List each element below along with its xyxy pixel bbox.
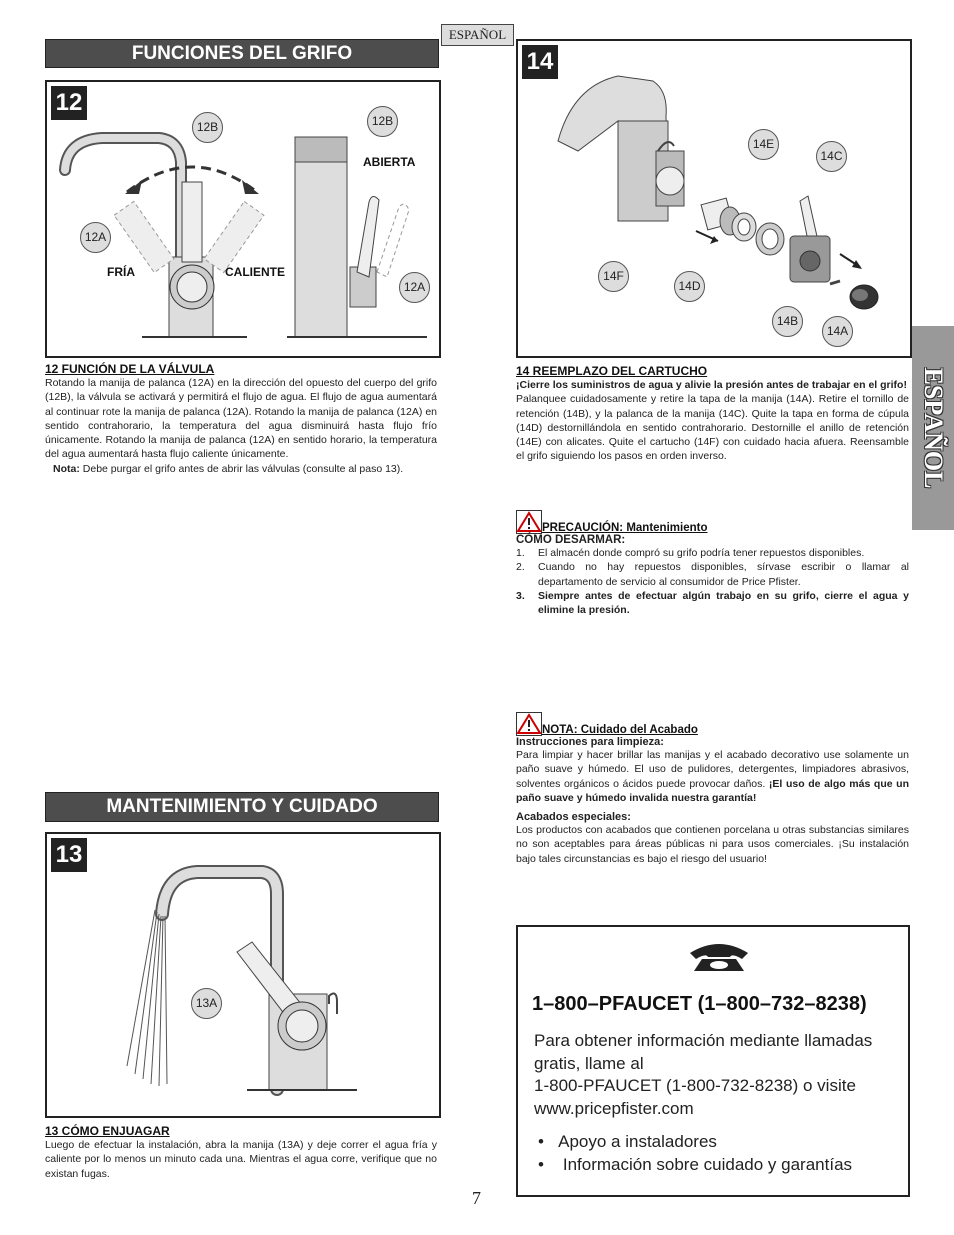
figure-12 (45, 80, 441, 358)
callout-12b: 12B (367, 106, 398, 137)
step-14-title: 14 REEMPLAZO DEL CARTUCHO (516, 364, 708, 378)
note-subtitle-cleaning: Instrucciones para limpieza: (516, 736, 664, 748)
telephone-icon (686, 939, 752, 973)
faucet-flushing-illustration (47, 834, 439, 1116)
step-13-body: Luego de efectuar la instalación, abra la manija (13A) y deje correr el agua fría y caliente por lo menos un minuto cada una. Mientras el agua corre, verifique que no existan fugas. (45, 1139, 437, 1180)
step-13-title: 13 CÓMO ENJUAGAR (45, 1124, 170, 1138)
callout-12a: 12A (399, 272, 430, 303)
callout-14a: 14A (822, 316, 853, 347)
page-number: 7 (472, 1188, 481, 1208)
step-12-title: 12 FUNCIÓN DE LA VÁLVULA (45, 362, 215, 376)
callout-12a: 12A (80, 222, 111, 253)
step-14 (516, 364, 909, 464)
list-item: 3. Siempre antes de efectuar algún trabajo en su grifo, cierre el agua y elimine la presión. (516, 589, 909, 617)
note-title: NOTA: Cuidado del Acabado (542, 724, 698, 736)
figure-number: 12 (51, 86, 87, 120)
language-tab: ESPAÑOL (441, 24, 514, 46)
callout-14b: 14B (772, 306, 803, 337)
callout-14e: 14E (748, 129, 779, 160)
callout-12b: 12B (192, 112, 223, 143)
contact-text: Para obtener información mediante llamadas gratis, llame al 1-800-PFAUCET (1-800-732-8238) o visite www.pricepfister.com (534, 1031, 873, 1118)
callout-14c: 14C (816, 141, 847, 172)
list-item: • Apoyo a instaladores (538, 1132, 717, 1151)
figure-number: 14 (522, 45, 558, 79)
step-14-warning: ¡Cierre los suministros de agua y alivie la presión antes de trabajar en el grifo! (516, 379, 907, 391)
warning-triangle-icon (516, 712, 542, 736)
step-13 (45, 1124, 437, 1181)
note-block (516, 712, 909, 866)
list-item: 2. Cuando no hay repuestos disponibles, sírvase escribir o llamar al departamento de servicio al consumidor de Price Pfister. (516, 561, 909, 588)
side-tab-label: ESPAÑOL (919, 367, 948, 489)
step-12-body: Rotando la manija de palanca (12A) en la dirección del opuesto del cuerpo del grifo (12B), la válvula se activará y permitirá el flujo de agua. El flujo de agua aumentará al continuar rote la manija de palanca (12A). Rotando la manija de palanca (12A) en sentido contrahorario, la temperatura del agua disminuirá hasta flujo frío únicamente. Rotando la manija de palanca (12A) en sentido horario, la temperatura del agua aumentará hasta flujo caliente únicamente. (45, 377, 437, 461)
label-fria: FRÍA (107, 265, 135, 279)
step-12-note (45, 462, 437, 476)
section-title-funciones: FUNCIONES DEL GRIFO (45, 39, 439, 68)
step-12 (45, 362, 437, 476)
list-item: 1. El almacén donde compró su grifo podría tener repuestos disponibles. (516, 547, 865, 559)
figure-13 (45, 832, 441, 1118)
contact-box (516, 925, 910, 1197)
warning-triangle-icon (516, 510, 542, 534)
label-abierta: ABIERTA (363, 155, 416, 169)
cartridge-replacement-illustration (518, 41, 910, 356)
phone-number: 1–800–PFAUCET (1–800–732–8238) (532, 993, 867, 1015)
callout-14d: 14D (674, 271, 705, 302)
caution-title: PRECAUCIÓN: Mantenimiento (542, 522, 708, 534)
note-cleaning-body: Para limpiar y hacer brillar las manijas y el acabado decorativo use solamente un paño suave y húmedo. El uso de pulidores, detergentes, limpiadores abrasivos, solventes orgánicos o ácidos puede provocar daños. ¡El uso de algo más que un paño suave y húmedo invalida nuestra garantía! (516, 749, 910, 804)
note-label: Nota: (53, 462, 80, 475)
step-14-body: Palanquee cuidadosamente y retire la tapa de la manija (14A). Retire el tornillo de retención (14B), y la palanca de la manija (14C). Quite la tapa en forma de cúpula (14D) destornillándola en sentido contrahorario. Destornille el anillo de retención (14E) con alicates. Quite el cartucho (14F) con cuidado hacia afuera. Reensamble el grifo siguiendo los pasos en orden inverso. (516, 393, 909, 463)
note-subtitle-finishes: Acabados especiales: (516, 811, 631, 824)
note-text: Debe purgar el grifo antes de abrir las válvulas (consulte al paso 13). (82, 462, 404, 475)
list-item: • Información sobre cuidado y garantías (538, 1155, 853, 1174)
caution-subtitle: CÓMO DESARMAR: (516, 534, 626, 546)
note-finishes-body: Los productos con acabados que contienen porcelana u otras substancias similares no son aceptables para áreas públicas ni para usos comerciales. ¡Su instalación bajo tales circunstancias es bajo el riesgo del usuario! (516, 824, 909, 865)
callout-14f: 14F (598, 261, 629, 292)
callout-13a: 13A (191, 988, 222, 1019)
figure-14 (516, 39, 912, 358)
side-language-tab (912, 326, 954, 530)
section-title-mantenimiento: MANTENIMIENTO Y CUIDADO (45, 792, 439, 822)
caution-block (516, 510, 909, 617)
figure-number: 13 (51, 838, 87, 872)
label-caliente: CALIENTE (225, 265, 285, 279)
